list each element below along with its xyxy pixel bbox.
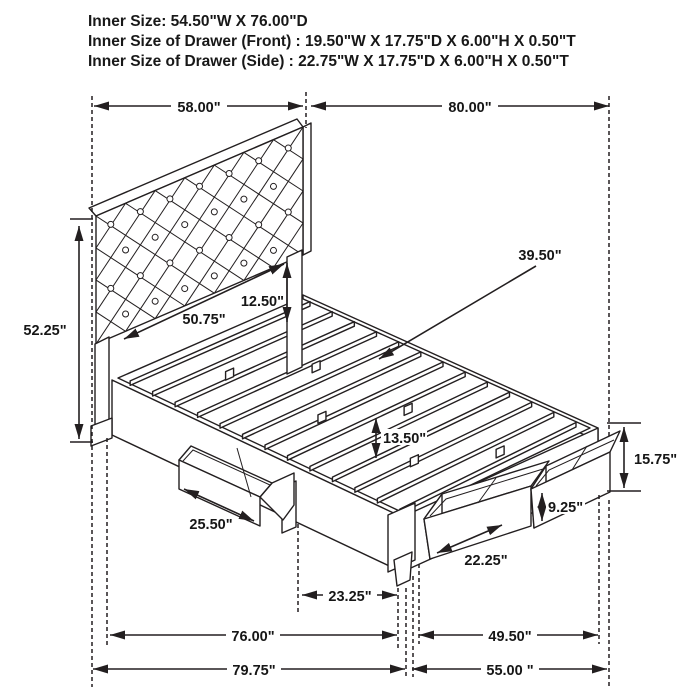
tuft-button: [152, 234, 158, 240]
dim-footboard-span: [419, 627, 598, 645]
dim-7600-label: 76.00": [231, 629, 275, 645]
side-drawer-size-line: Inner Size of Drawer (Side) : 22.75"W X 17.75"D X 6.00"H X 0.50"T: [88, 53, 569, 70]
dim-leg-inset: [302, 587, 397, 605]
tuft-button: [285, 145, 291, 151]
tuft-line: [333, 114, 451, 191]
tuft-line: [303, 76, 421, 255]
tuft-button: [197, 247, 203, 253]
dim-1250-label: 12.50": [240, 294, 284, 310]
headboard-left-leg: [95, 337, 109, 433]
dim-rail-height: [624, 427, 677, 488]
bed-drawing: [0, 76, 620, 586]
dim-overall-length: [93, 661, 405, 679]
dim-headboard-span: [94, 97, 303, 116]
tuft-button: [241, 260, 247, 266]
dim-4950-label: 49.50": [488, 629, 532, 645]
tuft-button: [167, 196, 173, 202]
dim-2325-label: 23.25": [328, 589, 372, 605]
dim-58-label: 58.00": [177, 100, 221, 116]
tuft-button: [270, 247, 276, 253]
dim-slat-reach: [379, 248, 562, 359]
dim-5225-label: 52.25": [23, 323, 67, 339]
tuft-button: [256, 222, 262, 228]
tuft-button: [137, 209, 143, 215]
dim-headboard-height: [23, 226, 79, 439]
tuft-button: [197, 183, 203, 189]
tuft-button: [167, 260, 173, 266]
tuft-button: [211, 273, 217, 279]
dim-925-label: 9.25": [548, 500, 584, 516]
dim-inner-length: [110, 627, 397, 645]
tuft-button: [256, 158, 262, 164]
tuft-button: [182, 222, 188, 228]
dim-2550-label: 25.50": [189, 517, 233, 533]
dim-frame-span: [311, 97, 609, 116]
dim-5500-label: 55.00 ": [486, 663, 534, 679]
tuft-button: [123, 247, 129, 253]
tuft-line: [0, 229, 66, 408]
tuft-button: [285, 209, 291, 215]
dim-7975-label: 79.75": [232, 663, 276, 679]
tuft-button: [241, 196, 247, 202]
tuft-button: [152, 298, 158, 304]
tuft-button: [123, 311, 129, 317]
dim-1350-label: 13.50": [383, 431, 427, 447]
tuft-button: [137, 273, 143, 279]
headboard-right-leg: [287, 250, 302, 374]
dim-80-label: 80.00": [448, 100, 492, 116]
tuft-button: [108, 285, 114, 291]
tuft-button: [270, 183, 276, 189]
headboard-side-edge: [303, 123, 311, 255]
tuft-button: [226, 234, 232, 240]
tuft-button: [226, 170, 232, 176]
inner-size-line: Inner Size: 54.50"W X 76.00"D: [88, 13, 308, 30]
bed-frame-platform: [112, 295, 598, 572]
tuft-button: [182, 286, 188, 292]
tuft-line: [0, 254, 7, 433]
front-drawer-size-line: Inner Size of Drawer (Front) : 19.50"W X 17.75"D X 6.00"H X 0.50"T: [88, 33, 576, 50]
dim-1575-label: 15.75": [634, 452, 678, 468]
dim-2225-label: 22.25": [464, 553, 508, 569]
tuft-line: [303, 127, 421, 204]
headboard-left-foot: [91, 418, 112, 446]
tuft-button: [211, 209, 217, 215]
dim-3950-label: 39.50": [518, 248, 562, 264]
tuft-line: [0, 216, 96, 395]
dim-overall-width: [412, 661, 607, 679]
dim-5075-label: 50.75": [182, 312, 226, 328]
tuft-button: [108, 221, 114, 227]
